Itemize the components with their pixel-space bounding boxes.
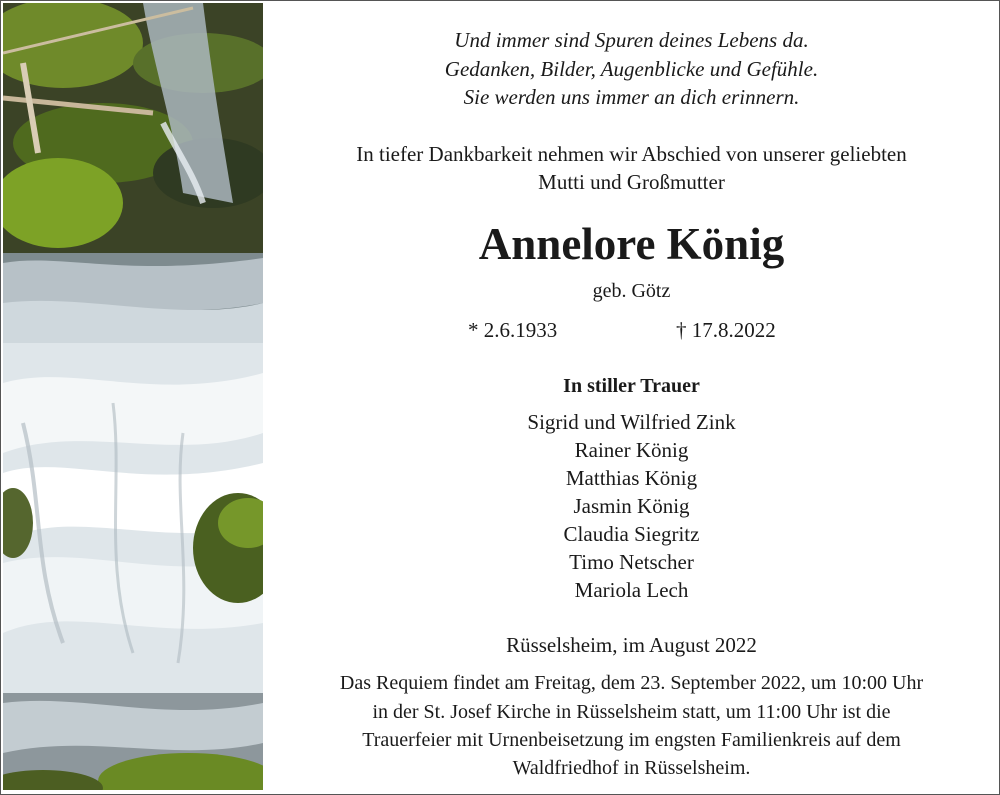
mourner-name: Mariola Lech — [574, 578, 689, 602]
stream-photo — [3, 3, 263, 790]
intro-line: In tiefer Dankbarkeit nehmen wir Abschied von unserer geliebten — [356, 142, 907, 166]
motto-line: Und immer sind Spuren deines Lebens da. — [454, 28, 809, 52]
motto-line: Gedanken, Bilder, Augenblicke und Gefühle. — [444, 57, 819, 81]
requiem-line: Das Requiem findet am Freitag, dem 23. September 2022, um 10:00 Uhr — [339, 672, 924, 694]
mourning-heading: In stiller Trauer — [563, 375, 700, 397]
mourner-name: Claudia Siegritz — [563, 522, 700, 546]
requiem-line: Trauerfeier mit Urnenbeisetzung im engsten Familienkreis auf dem — [362, 729, 901, 751]
requiem-line: in der St. Josef Kirche in Rüsselsheim statt, um 11:00 Uhr ist die — [372, 701, 891, 723]
mourner-name: Rainer König — [574, 438, 689, 462]
death-date: † 17.8.2022 — [676, 318, 776, 342]
birth-date: * 2.6.1933 — [468, 318, 558, 342]
obituary-text — [263, 0, 1000, 795]
deceased-name: Annelore König — [478, 219, 785, 269]
mourner-name: Jasmin König — [573, 494, 690, 518]
requiem-line: Waldfriedhof in Rüsselsheim. — [512, 757, 751, 779]
mourner-name: Matthias König — [565, 466, 698, 490]
birth-name: geb. Götz — [592, 280, 671, 302]
place-date: Rüsselsheim, im August 2022 — [506, 633, 757, 657]
mourner-name: Sigrid und Wilfried Zink — [527, 410, 736, 434]
intro-line: Mutti und Großmutter — [538, 170, 725, 194]
motto-line: Sie werden uns immer an dich erinnern. — [463, 85, 800, 109]
mourner-name: Timo Netscher — [569, 550, 694, 574]
